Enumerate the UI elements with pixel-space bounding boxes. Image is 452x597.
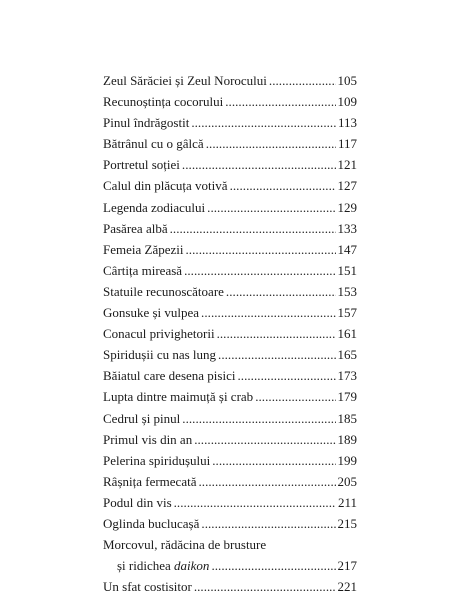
toc-entry-page: 215 (337, 515, 357, 531)
dot-leader (255, 386, 335, 407)
toc-entry-title: Primul vis din an (103, 431, 193, 447)
toc-entry (103, 197, 357, 218)
toc-entry-multiline (103, 534, 357, 576)
toc-entry (103, 133, 357, 154)
dot-leader (218, 344, 335, 365)
toc-entry-page: 157 (337, 305, 357, 321)
table-of-contents (103, 70, 357, 597)
dot-leader (174, 492, 336, 513)
toc-entry (103, 154, 357, 175)
toc-entry (103, 513, 357, 534)
toc-entry-page: 185 (337, 410, 357, 426)
dot-leader (194, 576, 336, 597)
toc-entry-title-line2 (103, 555, 357, 576)
toc-entry-page: 211 (337, 494, 357, 510)
toc-entry (103, 70, 357, 91)
toc-entry (103, 323, 357, 344)
dot-leader (198, 471, 335, 492)
toc-entry-page: 113 (337, 115, 357, 131)
dot-leader (194, 429, 335, 450)
toc-entry-page: 189 (337, 431, 357, 447)
toc-entry-title: Portretul soției (103, 157, 180, 173)
dot-leader (206, 133, 336, 154)
toc-entry-page: 217 (337, 558, 357, 574)
dot-leader (201, 513, 335, 534)
toc-entry-title-italic: daikon (174, 558, 210, 574)
dot-leader (182, 408, 335, 429)
toc-entry-title: Pasărea albă (103, 220, 168, 236)
dot-leader (212, 450, 335, 471)
toc-entry (103, 302, 357, 323)
toc-entry (103, 429, 357, 450)
toc-entry-title: Cârtița mireasă (103, 262, 183, 278)
toc-entry-title: Podul din vis (103, 494, 172, 510)
toc-entry-page: 129 (337, 199, 357, 215)
toc-entry-title: Spiridușii cu nas lung (103, 347, 217, 363)
toc-entry-title: Pelerina spiridușului (103, 452, 211, 468)
toc-entry-page: 121 (337, 157, 357, 173)
toc-entry-title: Lupta dintre maimuță și crab (103, 389, 254, 405)
toc-entry-page: 105 (337, 73, 357, 88)
dot-leader (225, 91, 335, 112)
toc-entry (103, 281, 357, 302)
toc-entry-page: 205 (337, 473, 357, 489)
toc-entry-page: 173 (337, 368, 357, 384)
toc-entry-title: Gonsuke și vulpea (103, 305, 200, 321)
toc-entry-title: Pinul îndrăgostit (103, 115, 190, 131)
toc-entry (103, 450, 357, 471)
dot-leader (211, 555, 335, 576)
toc-entry-title: Calul din plăcuța votivă (103, 178, 228, 194)
toc-entry-page: 161 (337, 326, 357, 342)
toc-entry (103, 492, 357, 513)
toc-entry (103, 408, 357, 429)
toc-entry-page: 133 (337, 220, 357, 236)
toc-entry (103, 91, 357, 112)
dot-leader (170, 218, 336, 239)
toc-entry-title: Un sfat costisitor (103, 579, 192, 595)
toc-entry-title: Femeia Zăpezii (103, 241, 184, 257)
toc-entry-page: 199 (337, 452, 357, 468)
toc-entry-page: 179 (337, 389, 357, 405)
toc-entry-title: Oglinda buclucașă (103, 515, 200, 531)
dot-leader (191, 112, 336, 133)
toc-entry-page: 147 (337, 241, 357, 257)
toc-entry-page: 165 (337, 347, 357, 363)
dot-leader (201, 302, 335, 323)
toc-entry (103, 112, 357, 133)
toc-entry-title: Statuile recunoscătoare (103, 283, 224, 299)
toc-entry (103, 576, 357, 597)
dot-leader (237, 365, 335, 386)
toc-entry (103, 344, 357, 365)
toc-entry-title: Legenda zodiacului (103, 199, 206, 215)
toc-entry-page: 117 (337, 136, 357, 152)
toc-entry-page: 127 (337, 178, 357, 194)
toc-entry-page: 153 (337, 283, 357, 299)
dot-leader (217, 323, 336, 344)
toc-entry-title: Cedrul și pinul (103, 410, 181, 426)
toc-entry-title: Zeul Sărăciei și Zeul Norocului (103, 73, 267, 88)
dot-leader (230, 175, 336, 196)
toc-entry (103, 218, 357, 239)
toc-entry-title-text: și ridichea (117, 558, 175, 574)
toc-entry (103, 260, 357, 281)
toc-entry (103, 365, 357, 386)
dot-leader (184, 260, 335, 281)
toc-entry-page: 109 (337, 94, 357, 110)
dot-leader (207, 197, 335, 218)
toc-entry-title: Recunoștința cocorului (103, 94, 224, 110)
toc-entry-title-continuation (117, 555, 209, 576)
toc-entry-title-line1: Morcovul, rădăcina de brusture (103, 537, 267, 553)
toc-entry-page: 151 (337, 262, 357, 278)
toc-entry-title: Bătrânul cu o gâlcă (103, 136, 204, 152)
toc-entry (103, 175, 357, 196)
toc-entry-title: Râșnița fermecată (103, 473, 197, 489)
dot-leader (226, 281, 336, 302)
dot-leader (182, 154, 336, 175)
toc-entry-title: Băiatul care desena pisici (103, 368, 236, 384)
dot-leader (269, 70, 336, 91)
toc-entry (103, 471, 357, 492)
toc-entry (103, 239, 357, 260)
toc-entry-page: 221 (337, 579, 357, 595)
toc-entry-title: Conacul privighetorii (103, 326, 215, 342)
dot-leader (186, 239, 336, 260)
toc-entry (103, 386, 357, 407)
